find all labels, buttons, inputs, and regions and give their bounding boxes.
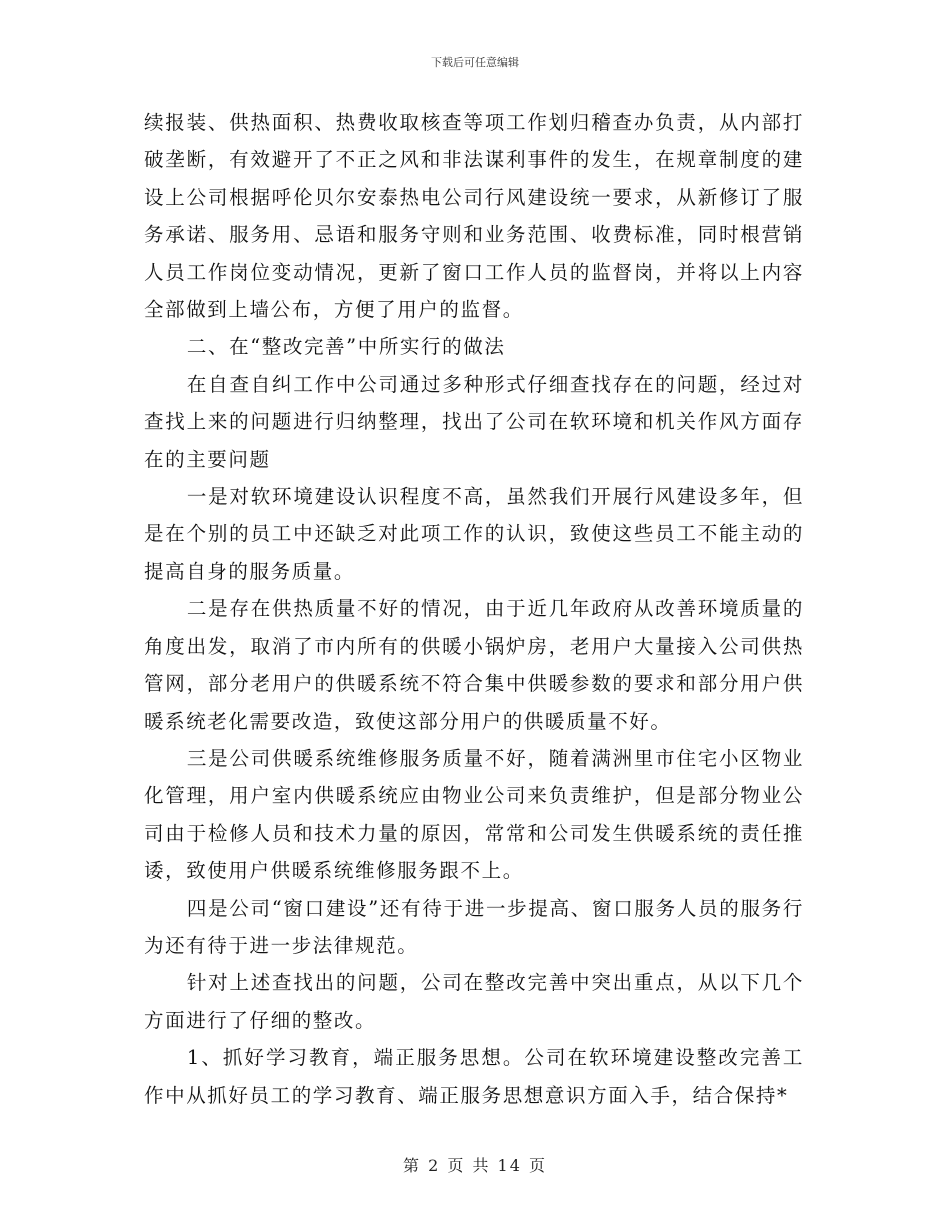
paragraph-problem-three: 三是公司供暖系统维修服务质量不好，随着满洲里市住宅小区物业化管理，用户室内供暖系统应由物业公司来负责维护，但是部分物业公司由于检修人员和技术力量的原因，常常和公司发生供暖系统的责任推诿，致使用户供暖系统维修服务跟不上。	[144, 746, 804, 883]
paragraph-problem-two: 二是存在供热质量不好的情况，由于近几年政府从改善环境质量的角度出发，取消了市内所有的供暖小锅炉房，老用户大量接入公司供热管网，部分老用户的供暖系统不符合集中供暖参数的要求和部分用户供暖系统老化需要改造，致使这部分用户的供暖质量不好。	[144, 597, 804, 733]
paragraph-rectification-intro: 针对上述查找出的问题，公司在整改完善中突出重点，从以下几个方面进行了仔细的整改。	[144, 971, 804, 1032]
paragraph-continuation: 续报装、供热面积、热费收取核查等项工作划归稽查办负责，从内部打破垄断，有效避开了不正之风和非法谋利事件的发生，在规章制度的建设上公司根据呼伦贝尔安泰热电公司行风建设统一要求，从新修订了服务承诺、服务用、忌语和服务守则和业务范围、收费标准，同时根营销人员工作岗位变动情况，更新了窗口工作人员的监督岗，并将以上内容全部做到上墙公布，方便了用户的监督。	[144, 111, 804, 322]
paragraph-problem-one: 一是对软环境建设认识程度不高，虽然我们开展行风建设多年，但是在个别的员工中还缺乏对此项工作的认识，致使这些员工不能主动的提高自身的服务质量。	[144, 485, 804, 583]
paragraph-self-inspection: 在自查自纠工作中公司通过多种形式仔细查找存在的问题，经过对查找上来的问题进行归纳整理，找出了公司在软环境和机关作风方面存在的主要问题	[144, 372, 804, 471]
page-header: 下载后可任意编辑	[431, 56, 519, 69]
paragraph-problem-four: 四是公司“窗口建设”还有待于进一步提高、窗口服务人员的服务行为还有待于进一步法律规范。	[144, 896, 804, 957]
document-body	[144, 104, 804, 1114]
paragraph-measure-one: 1、抓好学习教育，端正服务思想。公司在软环境建设整改完善工作中从抓好员工的学习教育、端正服务思想意识方面入手，结合保持*	[144, 1046, 804, 1107]
section-heading: 二、在“整改完善”中所实行的做法	[186, 335, 506, 359]
page-number: 第 2 页 共 14 页	[403, 1156, 547, 1175]
